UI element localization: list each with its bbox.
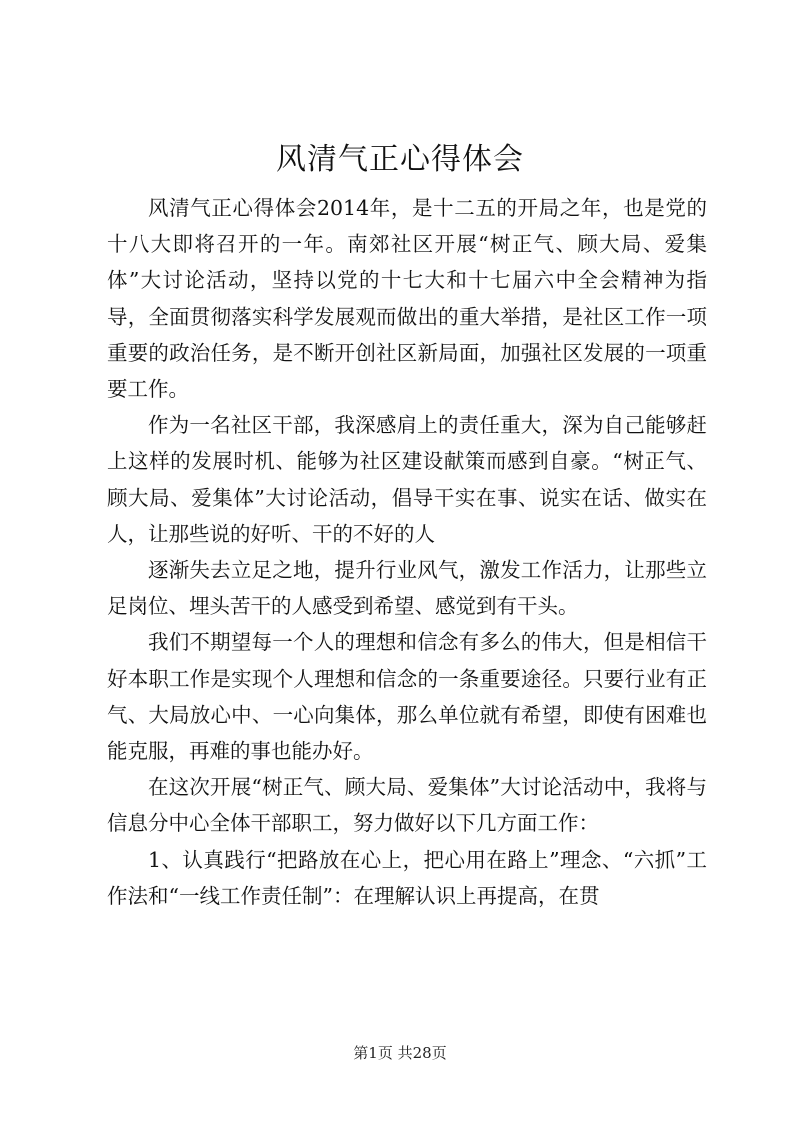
paragraph: 作为一名社区干部，我深感肩上的责任重大，深为自己能够赶上这样的发展时机、能够为社区建设献策而感到自豪。“树正气、顾大局、爱集体”大讨论活动，倡导干实在事、说实在话、做实在人，让那些说的好听、干的不好的人 [107, 413, 707, 546]
document-title: 风清气正心得体会 [276, 142, 524, 177]
page-number-footer: 第1页 共28页 [353, 1044, 447, 1062]
paragraph: 逐渐失去立足之地，提升行业风气，激发工作活力，让那些立足岗位、埋头苦干的人感受到希望、感觉到有干头。 [107, 558, 707, 619]
paragraph: 1、认真践行“把路放在心上，把心用在路上”理念、“六抓”工作法和“一线工作责任制”：在理解认识上再提高，在贯 [107, 847, 707, 908]
paragraph: 风清气正心得体会2014年，是十二五的开局之年，也是党的十八大即将召开的一年。南郊社区开展“树正气、顾大局、爱集体”大讨论活动，坚持以党的十七大和十七届六中全会精神为指导，全面贯彻落实科学发展观而做出的重大举措，是社区工作一项重要的政治任务，是不断开创社区新局面，加强社区发展的一项重要工作。 [107, 196, 707, 402]
document-body [107, 190, 707, 914]
paragraph: 我们不期望每一个人的理想和信念有多么的伟大，但是相信干好本职工作是实现个人理想和信念的一条重要途径。只要行业有正气、大局放心中、一心向集体，那么单位就有希望，即使有困难也能克服，再难的事也能办好。 [107, 630, 707, 764]
paragraph: 在这次开展“树正气、顾大局、爱集体”大讨论活动中，我将与信息分中心全体干部职工，努力做好以下几方面工作： [107, 775, 707, 836]
